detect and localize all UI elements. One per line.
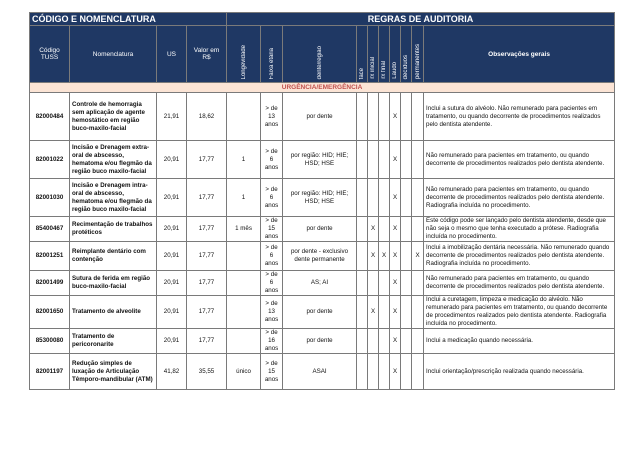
row-observation: Não remunerado para pacientes em tratamento, ou quando decorrente de procedimentos realizados pelo dentista atendente. <box>424 141 615 179</box>
row-name: Tratamento de alveolite <box>70 296 157 329</box>
row-code: 82001197 <box>30 354 70 390</box>
row-age: > de 15 anos <box>261 354 283 390</box>
col-code-header: Código TUSS <box>30 26 70 83</box>
row-rx-final: X <box>379 242 390 271</box>
row-permanent <box>412 179 424 217</box>
row-name: Reimplante dentário com contenção <box>70 242 157 271</box>
table-row <box>30 141 615 179</box>
row-rx-final <box>379 179 390 217</box>
row-laudo: X <box>390 179 401 217</box>
row-us: 20,91 <box>157 141 187 179</box>
row-name: Tratamento de pericoronarite <box>70 329 157 354</box>
row-age: > de 6 anos <box>261 141 283 179</box>
row-value: 18,62 <box>187 93 227 141</box>
table-row <box>30 242 615 271</box>
row-tooth: por dente <box>283 329 357 354</box>
row-code: 82001030 <box>30 179 70 217</box>
row-code: 82001499 <box>30 271 70 296</box>
row-code: 85400467 <box>30 217 70 242</box>
row-face <box>357 217 368 242</box>
table-row <box>30 217 615 242</box>
row-value: 17,77 <box>187 217 227 242</box>
row-deciduous <box>401 141 412 179</box>
row-laudo: X <box>390 296 401 329</box>
row-age: > de 6 anos <box>261 179 283 217</box>
row-tooth: AS; AI <box>283 271 357 296</box>
row-rx-final <box>379 217 390 242</box>
row-deciduous <box>401 179 412 217</box>
row-rx-initial <box>368 271 379 296</box>
row-rx-initial <box>368 141 379 179</box>
row-deciduous <box>401 329 412 354</box>
row-name: Controle de hemorragia sem aplicação de agente hemostático em região buco-maxilo-facial <box>70 93 157 141</box>
col-permanent-label: permanentes <box>414 43 421 79</box>
row-age: > de 6 anos <box>261 242 283 271</box>
row-laudo: X <box>390 217 401 242</box>
header-row-columns <box>30 26 615 83</box>
row-rx-final <box>379 296 390 329</box>
row-deciduous <box>401 217 412 242</box>
row-value: 35,55 <box>187 354 227 390</box>
row-value: 17,77 <box>187 179 227 217</box>
row-permanent <box>412 271 424 296</box>
row-tooth: ASAI <box>283 354 357 390</box>
col-us-header: US <box>157 26 187 83</box>
row-laudo: X <box>390 271 401 296</box>
row-laudo: X <box>390 329 401 354</box>
row-face <box>357 329 368 354</box>
table-row <box>30 271 615 296</box>
row-name: Redução simples de luxação de Articulação Têmporo-mandibular (ATM) <box>70 354 157 390</box>
row-tooth: por região: HID; HIE; HSD; HSE <box>283 179 357 217</box>
row-value: 17,77 <box>187 296 227 329</box>
table-body <box>30 93 615 390</box>
row-tooth: por dente <box>283 93 357 141</box>
row-us: 41,82 <box>157 354 187 390</box>
col-longevity-label: Longevidade <box>240 44 247 79</box>
col-rx-final-header <box>379 26 390 83</box>
col-face-label: face <box>359 67 366 79</box>
col-tooth-header <box>283 26 357 83</box>
row-observation: Inclui a medicação quando necessária. <box>424 329 615 354</box>
row-age: > de 13 anos <box>261 93 283 141</box>
row-longevity <box>227 329 261 354</box>
row-permanent <box>412 329 424 354</box>
col-permanent-header <box>412 26 424 83</box>
row-code: 82001251 <box>30 242 70 271</box>
section-row <box>30 83 615 93</box>
row-us: 20,91 <box>157 242 187 271</box>
row-code: 82001022 <box>30 141 70 179</box>
row-laudo: X <box>390 93 401 141</box>
col-rx-initial-label: rx inicial <box>370 57 377 79</box>
row-longevity: 1 <box>227 141 261 179</box>
row-rx-initial <box>368 329 379 354</box>
col-name-header: Nomenclatura <box>70 26 157 83</box>
col-laudo-header <box>390 26 401 83</box>
col-age-header <box>261 26 283 83</box>
row-tooth: por dente <box>283 296 357 329</box>
row-name: Sutura de ferida em região buco-maxilo-facial <box>70 271 157 296</box>
row-permanent <box>412 354 424 390</box>
row-tooth: por dente - exclusivo dente permanente <box>283 242 357 271</box>
table-row <box>30 179 615 217</box>
row-rx-final <box>379 271 390 296</box>
header-title-left: CÓDIGO E NOMENCLATURA <box>30 13 227 26</box>
col-deciduous-header <box>401 26 412 83</box>
row-tooth: por região: HID; HIE; HSD; HSE <box>283 141 357 179</box>
row-rx-final <box>379 93 390 141</box>
row-laudo: X <box>390 354 401 390</box>
col-rx-initial-header <box>368 26 379 83</box>
row-code: 82001650 <box>30 296 70 329</box>
audit-table <box>29 12 615 390</box>
row-observation: Não remunerado para pacientes em tratamento, ou quando decorrente de procedimentos realizados pelo dentista atendente. Radiografia incluída no procedimento. <box>424 179 615 217</box>
row-deciduous <box>401 93 412 141</box>
row-rx-initial <box>368 93 379 141</box>
row-us: 20,91 <box>157 329 187 354</box>
row-value: 17,77 <box>187 329 227 354</box>
row-name: Recimentação de trabalhos protéticos <box>70 217 157 242</box>
row-observation: Não remunerado para pacientes em tratamento, ou quando decorrente de procedimentos realizados pelo dentista atendente. <box>424 271 615 296</box>
row-age: > de 6 anos <box>261 271 283 296</box>
row-observation: Inclui a curetagem, limpeza e medicação do alvéolo. Não remunerado para pacientes em tratamento, ou quando decorrente de procedimentos realizados pelo dentista atendente. Radiografia incluída no procedimento. <box>424 296 615 329</box>
row-longevity <box>227 296 261 329</box>
row-age: > de 16 anos <box>261 329 283 354</box>
col-rx-final-label: rx final <box>381 61 388 79</box>
row-value: 17,77 <box>187 141 227 179</box>
row-name: Incisão e Drenagem extra-oral de abscesso, hematoma e/ou flegmão da região buco maxilo-facial <box>70 141 157 179</box>
row-laudo: X <box>390 141 401 179</box>
table-row <box>30 93 615 141</box>
row-observation: Este código pode ser lançado pelo dentista atendente, desde que não seja o mesmo que tenha executado a prótese. Radiografia incluída no procedimento. <box>424 217 615 242</box>
row-us: 20,91 <box>157 217 187 242</box>
row-value: 17,77 <box>187 242 227 271</box>
col-value-header: Valor em R$ <box>187 26 227 83</box>
row-observation: Inclui a sutura do alvéolo. Não remunerado para pacientes em tratamento, ou quando decorrente de procedimentos realizados pelo dentista atendente. <box>424 93 615 141</box>
col-laudo-label: Laudo <box>392 62 399 79</box>
row-face <box>357 179 368 217</box>
section-title: URGÊNCIA/EMERGÊNCIA <box>30 83 615 93</box>
table-row <box>30 354 615 390</box>
table-row <box>30 329 615 354</box>
row-name: Incisão e Drenagem intra-oral de abscesso, hematoma e/ou flegmão da região buco maxilo-facial <box>70 179 157 217</box>
row-deciduous <box>401 296 412 329</box>
row-longevity <box>227 271 261 296</box>
row-code: 85300080 <box>30 329 70 354</box>
col-obs-header: Observações gerais <box>424 26 615 83</box>
row-rx-initial <box>368 179 379 217</box>
header-row-top <box>30 13 615 26</box>
row-rx-initial <box>368 354 379 390</box>
row-code: 82000484 <box>30 93 70 141</box>
row-observation: Inclui a imobilização dentária necessária. Não remunerado quando decorrente de procedimentos realizados pelo dentista atendente. Radiografia incluída no procedimento. <box>424 242 615 271</box>
row-face <box>357 242 368 271</box>
audit-table-container <box>29 12 614 390</box>
row-face <box>357 141 368 179</box>
row-age: > de 15 anos <box>261 217 283 242</box>
col-longevity-header <box>227 26 261 83</box>
row-rx-final <box>379 141 390 179</box>
row-us: 20,91 <box>157 179 187 217</box>
row-permanent <box>412 141 424 179</box>
row-face <box>357 271 368 296</box>
row-face <box>357 296 368 329</box>
row-observation: Inclui orientação/prescrição realizada quando necessária. <box>424 354 615 390</box>
row-deciduous <box>401 271 412 296</box>
row-longevity <box>227 93 261 141</box>
row-permanent: X <box>412 242 424 271</box>
row-deciduous <box>401 354 412 390</box>
row-value: 17,77 <box>187 271 227 296</box>
row-permanent <box>412 217 424 242</box>
row-permanent <box>412 296 424 329</box>
row-longevity <box>227 242 261 271</box>
row-longevity: 1 mês <box>227 217 261 242</box>
row-rx-initial: X <box>368 296 379 329</box>
row-us: 20,91 <box>157 271 187 296</box>
row-rx-initial: X <box>368 242 379 271</box>
col-tooth-label: dente/região <box>316 45 323 79</box>
row-us: 20,91 <box>157 296 187 329</box>
row-face <box>357 93 368 141</box>
table-row <box>30 296 615 329</box>
row-permanent <box>412 93 424 141</box>
row-age: > de 13 anos <box>261 296 283 329</box>
row-us: 21,91 <box>157 93 187 141</box>
row-tooth: por dente <box>283 217 357 242</box>
row-face <box>357 354 368 390</box>
col-age-label: Faixa etária <box>268 47 275 79</box>
header-title-right: REGRAS DE AUDITORIA <box>227 13 615 26</box>
row-longevity: 1 <box>227 179 261 217</box>
row-rx-final <box>379 329 390 354</box>
row-deciduous <box>401 242 412 271</box>
row-rx-initial: X <box>368 217 379 242</box>
col-deciduous-label: decíduos <box>403 54 410 79</box>
col-face-header <box>357 26 368 83</box>
row-rx-final <box>379 354 390 390</box>
row-longevity: único <box>227 354 261 390</box>
row-laudo: X <box>390 242 401 271</box>
